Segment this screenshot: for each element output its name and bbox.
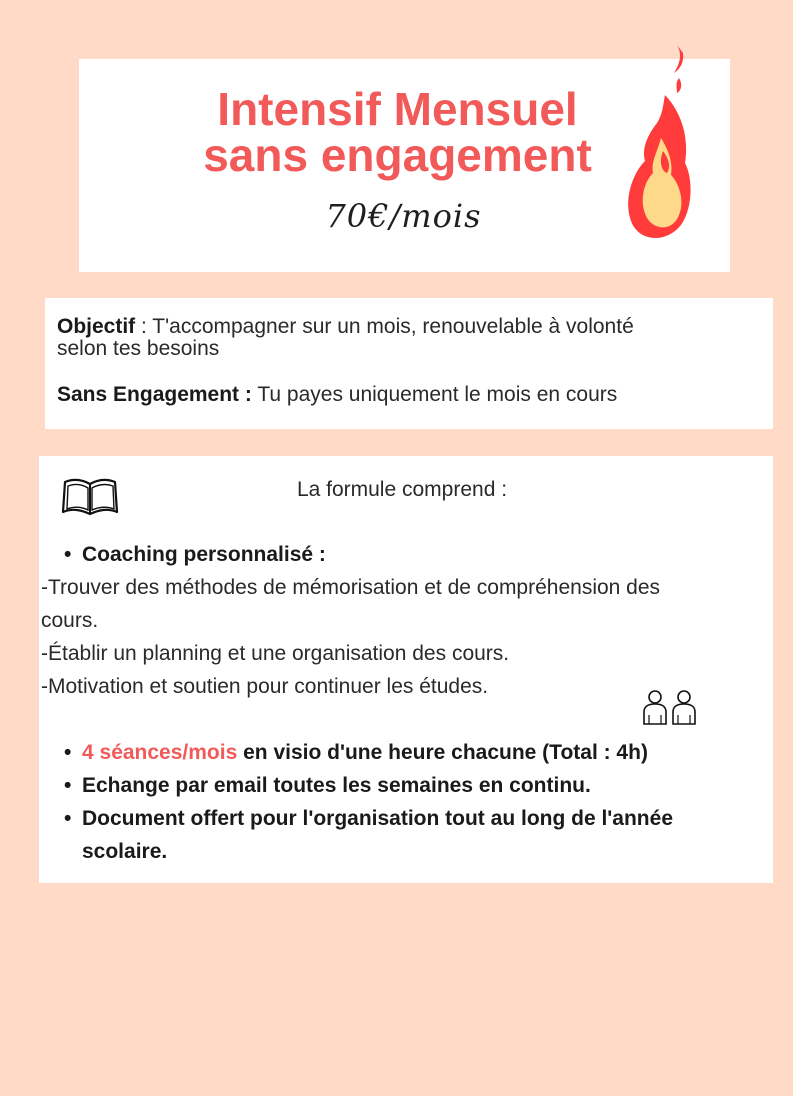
bullet-coaching: • Coaching personnalisé : [64,538,326,571]
seances-highlight: 4 séances/mois [82,741,238,764]
engagement-text: Tu payes uniquement le mois en cours [251,383,618,406]
objectif-card [45,298,773,429]
coaching-line: cours. [41,609,99,632]
coaching-line: -Établir un planning et une organisation des cours. [41,642,510,665]
title-line-1: Intensif Mensuel [217,83,578,135]
objectif-text-2: selon tes besoins [57,337,220,360]
engagement-line [57,383,617,406]
bullet-document: • Document offert pour l'organisation tout au long de l'année scolaire. [64,807,673,863]
seances-rest: en visio d'une heure chacune (Total : 4h) [237,741,648,764]
flame-icon [627,43,697,248]
title-line-2: sans engagement [203,129,592,181]
price: 70€/mois [325,197,482,235]
coaching-line: -Motivation et soutien pour continuer les études. [41,675,489,698]
coaching-title: Coaching personnalisé : [82,543,326,566]
bullet-seances: • 4 séances/mois en visio d'une heure chacune (Total : 4h) [64,741,648,764]
people-icon [641,688,699,726]
document-text-1: Document offert pour l'organisation tout au long de l'année [82,807,673,830]
objectif-label: Objectif [57,315,136,338]
document-text-2: scolaire. [82,840,168,863]
formula-card [39,456,773,883]
coaching-line: -Trouver des méthodes de mémorisation et de compréhension des [41,576,661,599]
bullet-email: • Echange par email toutes les semaines en continu. [64,769,591,802]
title-card [79,59,730,272]
engagement-label: Sans Engagement : [57,383,252,406]
email-text: Echange par email toutes les semaines en continu. [82,774,591,797]
objectif-line [57,315,634,338]
objectif-text: : T'accompagner sur un mois, renouvelable à volonté [135,315,634,338]
formula-heading: La formule comprend : [296,478,508,501]
